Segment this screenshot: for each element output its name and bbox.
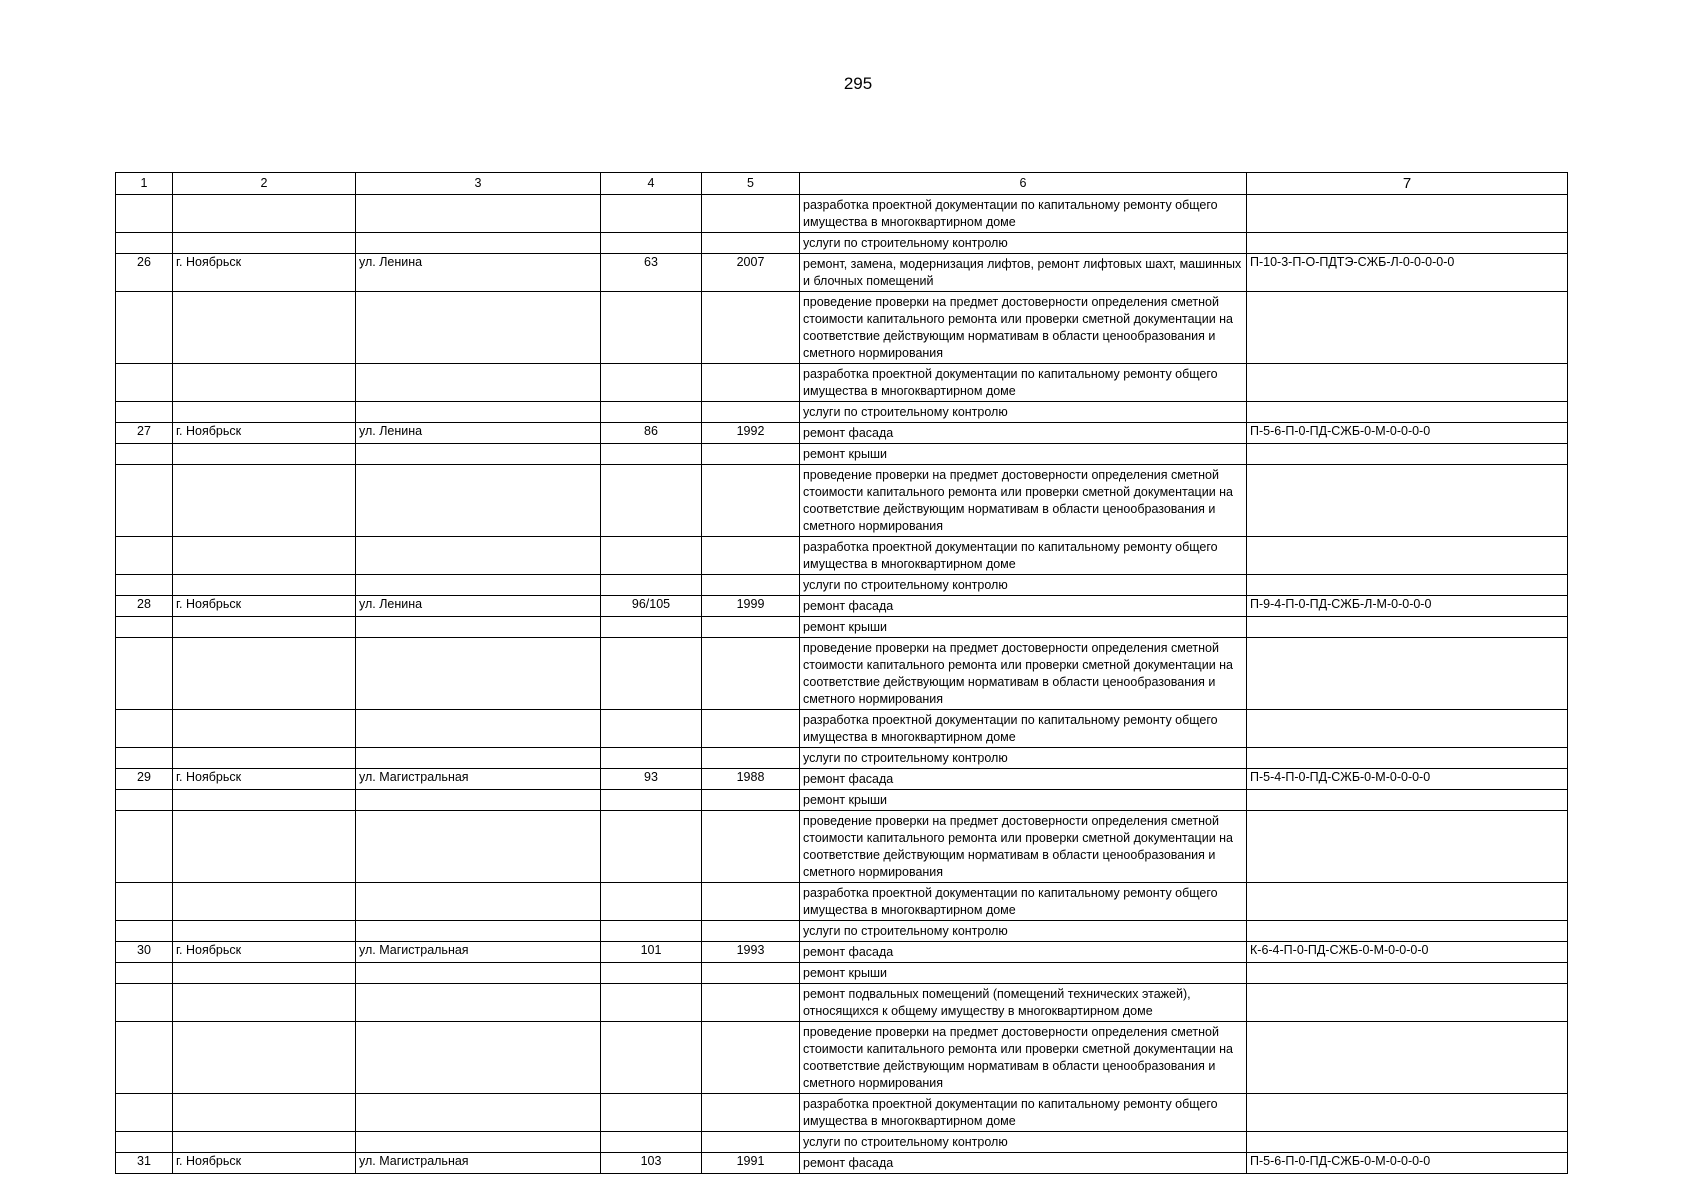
cell-house xyxy=(601,710,702,748)
cell-house xyxy=(601,364,702,402)
cell-number: 29 xyxy=(116,769,173,790)
cell-street xyxy=(356,233,601,254)
cell-year xyxy=(702,984,800,1022)
cell-city xyxy=(173,195,356,233)
cell-number: 31 xyxy=(116,1153,173,1174)
cell-number xyxy=(116,921,173,942)
cell-code: П-5-4-П-0-ПД-СЖБ-0-М-0-0-0-0 xyxy=(1247,769,1568,790)
cell-number xyxy=(116,617,173,638)
cell-house: 101 xyxy=(601,942,702,963)
cell-work-type: проведение проверки на предмет достоверности определения сметной стоимости капитального ремонта или проверки сметной документации на соответствие действующим нормативам в области ценообразования и сметного нормирования xyxy=(800,465,1247,537)
table-row xyxy=(116,575,1568,596)
cell-number xyxy=(116,233,173,254)
cell-work-type: ремонт фасада xyxy=(800,1153,1247,1174)
cell-code xyxy=(1247,963,1568,984)
cell-number xyxy=(116,444,173,465)
table-row xyxy=(116,617,1568,638)
cell-number xyxy=(116,790,173,811)
table-row xyxy=(116,254,1568,292)
table-row xyxy=(116,195,1568,233)
cell-code: К-6-4-П-0-ПД-СЖБ-0-М-0-0-0-0 xyxy=(1247,942,1568,963)
cell-code xyxy=(1247,1094,1568,1132)
cell-year xyxy=(702,748,800,769)
cell-street xyxy=(356,748,601,769)
cell-street: ул. Ленина xyxy=(356,423,601,444)
cell-house xyxy=(601,921,702,942)
table-row xyxy=(116,638,1568,710)
cell-house xyxy=(601,963,702,984)
cell-work-type: ремонт крыши xyxy=(800,617,1247,638)
column-header: 2 xyxy=(173,173,356,195)
cell-city xyxy=(173,292,356,364)
cell-year: 1993 xyxy=(702,942,800,963)
cell-street xyxy=(356,617,601,638)
cell-city xyxy=(173,575,356,596)
cell-house xyxy=(601,465,702,537)
table-row xyxy=(116,1022,1568,1094)
cell-work-type: услуги по строительному контролю xyxy=(800,233,1247,254)
cell-house xyxy=(601,1022,702,1094)
cell-code xyxy=(1247,292,1568,364)
cell-year: 1999 xyxy=(702,596,800,617)
cell-street: ул. Ленина xyxy=(356,596,601,617)
cell-street xyxy=(356,883,601,921)
cell-work-type: услуги по строительному контролю xyxy=(800,402,1247,423)
cell-number xyxy=(116,748,173,769)
cell-work-type: ремонт крыши xyxy=(800,790,1247,811)
table-row xyxy=(116,1153,1568,1174)
cell-number xyxy=(116,811,173,883)
cell-street xyxy=(356,811,601,883)
cell-code xyxy=(1247,1022,1568,1094)
cell-house xyxy=(601,537,702,575)
cell-work-type: ремонт подвальных помещений (помещений технических этажей), относящихся к общему имуществу в многоквартирном доме xyxy=(800,984,1247,1022)
cell-city xyxy=(173,984,356,1022)
cell-work-type: услуги по строительному контролю xyxy=(800,1132,1247,1153)
cell-city xyxy=(173,1094,356,1132)
cell-city xyxy=(173,1022,356,1094)
cell-house xyxy=(601,195,702,233)
cell-city: г. Ноябрьск xyxy=(173,596,356,617)
cell-code xyxy=(1247,790,1568,811)
cell-work-type: разработка проектной документации по капитальному ремонту общего имущества в многоквартирном доме xyxy=(800,364,1247,402)
cell-city xyxy=(173,710,356,748)
cell-street: ул. Магистральная xyxy=(356,942,601,963)
cell-city xyxy=(173,617,356,638)
cell-work-type: проведение проверки на предмет достоверности определения сметной стоимости капитального ремонта или проверки сметной документации на соответствие действующим нормативам в области ценообразования и сметного нормирования xyxy=(800,1022,1247,1094)
cell-street xyxy=(356,195,601,233)
cell-work-type: проведение проверки на предмет достоверности определения сметной стоимости капитального ремонта или проверки сметной документации на соответствие действующим нормативам в области ценообразования и сметного нормирования xyxy=(800,638,1247,710)
cell-city: г. Ноябрьск xyxy=(173,769,356,790)
cell-house xyxy=(601,575,702,596)
cell-number: 27 xyxy=(116,423,173,444)
cell-code xyxy=(1247,465,1568,537)
cell-street xyxy=(356,710,601,748)
cell-street xyxy=(356,537,601,575)
column-header: 6 xyxy=(800,173,1247,195)
cell-city xyxy=(173,465,356,537)
cell-work-type: услуги по строительному контролю xyxy=(800,575,1247,596)
table-row xyxy=(116,710,1568,748)
cell-year xyxy=(702,364,800,402)
cell-year xyxy=(702,710,800,748)
cell-number xyxy=(116,195,173,233)
cell-work-type: ремонт фасада xyxy=(800,769,1247,790)
table-row xyxy=(116,921,1568,942)
table-row xyxy=(116,1094,1568,1132)
column-header: 7 xyxy=(1247,173,1568,195)
cell-code xyxy=(1247,921,1568,942)
cell-year xyxy=(702,1022,800,1094)
cell-street xyxy=(356,444,601,465)
cell-house xyxy=(601,402,702,423)
cell-number xyxy=(116,1094,173,1132)
cell-street xyxy=(356,292,601,364)
cell-code xyxy=(1247,195,1568,233)
cell-year xyxy=(702,465,800,537)
cell-work-type: услуги по строительному контролю xyxy=(800,748,1247,769)
cell-year xyxy=(702,537,800,575)
cell-street xyxy=(356,963,601,984)
cell-code xyxy=(1247,402,1568,423)
column-header: 1 xyxy=(116,173,173,195)
cell-number: 28 xyxy=(116,596,173,617)
cell-code xyxy=(1247,984,1568,1022)
cell-code xyxy=(1247,575,1568,596)
cell-city xyxy=(173,233,356,254)
cell-work-type: разработка проектной документации по капитальному ремонту общего имущества в многоквартирном доме xyxy=(800,537,1247,575)
cell-house: 96/105 xyxy=(601,596,702,617)
table-row xyxy=(116,596,1568,617)
cell-city xyxy=(173,537,356,575)
table-row xyxy=(116,292,1568,364)
cell-number xyxy=(116,1022,173,1094)
table-row xyxy=(116,465,1568,537)
cell-year: 2007 xyxy=(702,254,800,292)
cell-code xyxy=(1247,748,1568,769)
cell-street: ул. Магистральная xyxy=(356,1153,601,1174)
cell-work-type: проведение проверки на предмет достоверности определения сметной стоимости капитального ремонта или проверки сметной документации на соответствие действующим нормативам в области ценообразования и сметного нормирования xyxy=(800,292,1247,364)
cell-city xyxy=(173,963,356,984)
cell-code xyxy=(1247,444,1568,465)
cell-house xyxy=(601,233,702,254)
cell-number xyxy=(116,984,173,1022)
table-row xyxy=(116,883,1568,921)
cell-work-type: ремонт крыши xyxy=(800,444,1247,465)
cell-code xyxy=(1247,617,1568,638)
cell-code xyxy=(1247,537,1568,575)
cell-year xyxy=(702,402,800,423)
cell-code: П-9-4-П-0-ПД-СЖБ-Л-М-0-0-0-0 xyxy=(1247,596,1568,617)
cell-year xyxy=(702,883,800,921)
cell-work-type: ремонт фасада xyxy=(800,596,1247,617)
cell-work-type: услуги по строительному контролю xyxy=(800,921,1247,942)
cell-city xyxy=(173,790,356,811)
cell-work-type: разработка проектной документации по капитальному ремонту общего имущества в многоквартирном доме xyxy=(800,710,1247,748)
cell-city xyxy=(173,364,356,402)
cell-year: 1991 xyxy=(702,1153,800,1174)
cell-code: П-10-3-П-О-ПДТЭ-СЖБ-Л-0-0-0-0-0 xyxy=(1247,254,1568,292)
cell-house xyxy=(601,984,702,1022)
cell-year xyxy=(702,292,800,364)
table-row xyxy=(116,984,1568,1022)
cell-number xyxy=(116,364,173,402)
cell-city: г. Ноябрьск xyxy=(173,423,356,444)
cell-year xyxy=(702,617,800,638)
cell-city: г. Ноябрьск xyxy=(173,254,356,292)
cell-street xyxy=(356,921,601,942)
cell-house: 93 xyxy=(601,769,702,790)
cell-house xyxy=(601,811,702,883)
cell-house xyxy=(601,617,702,638)
cell-code: П-5-6-П-0-ПД-СЖБ-0-М-0-0-0-0 xyxy=(1247,423,1568,444)
repair-schedule-table xyxy=(115,172,1568,1174)
cell-year xyxy=(702,1094,800,1132)
cell-street xyxy=(356,1094,601,1132)
cell-number: 26 xyxy=(116,254,173,292)
cell-house: 63 xyxy=(601,254,702,292)
cell-code: П-5-6-П-0-ПД-СЖБ-0-М-0-0-0-0 xyxy=(1247,1153,1568,1174)
cell-house xyxy=(601,748,702,769)
cell-work-type: ремонт, замена, модернизация лифтов, ремонт лифтовых шахт, машинных и блочных помещений xyxy=(800,254,1247,292)
cell-number xyxy=(116,575,173,596)
page-number: 295 xyxy=(843,74,873,93)
table-body xyxy=(116,195,1568,1174)
cell-house xyxy=(601,883,702,921)
cell-number xyxy=(116,292,173,364)
cell-number: 30 xyxy=(116,942,173,963)
cell-house: 86 xyxy=(601,423,702,444)
cell-city xyxy=(173,402,356,423)
column-header: 3 xyxy=(356,173,601,195)
cell-work-type: разработка проектной документации по капитальному ремонту общего имущества в многоквартирном доме xyxy=(800,195,1247,233)
cell-year xyxy=(702,790,800,811)
cell-number xyxy=(116,710,173,748)
cell-city: г. Ноябрьск xyxy=(173,1153,356,1174)
table-row xyxy=(116,748,1568,769)
cell-code xyxy=(1247,638,1568,710)
cell-street xyxy=(356,1132,601,1153)
cell-street: ул. Магистральная xyxy=(356,769,601,790)
table-row xyxy=(116,769,1568,790)
table-row xyxy=(116,233,1568,254)
cell-code xyxy=(1247,883,1568,921)
table-row xyxy=(116,364,1568,402)
cell-year xyxy=(702,233,800,254)
table-row xyxy=(116,790,1568,811)
cell-year xyxy=(702,575,800,596)
cell-year xyxy=(702,195,800,233)
cell-code xyxy=(1247,364,1568,402)
cell-house xyxy=(601,638,702,710)
cell-house xyxy=(601,292,702,364)
table-row xyxy=(116,942,1568,963)
cell-house xyxy=(601,444,702,465)
table-row xyxy=(116,444,1568,465)
cell-house: 103 xyxy=(601,1153,702,1174)
table-row xyxy=(116,963,1568,984)
cell-street xyxy=(356,575,601,596)
cell-street xyxy=(356,364,601,402)
cell-city xyxy=(173,748,356,769)
cell-year xyxy=(702,921,800,942)
cell-work-type: разработка проектной документации по капитальному ремонту общего имущества в многоквартирном доме xyxy=(800,883,1247,921)
cell-code xyxy=(1247,811,1568,883)
cell-house xyxy=(601,1132,702,1153)
cell-number xyxy=(116,537,173,575)
cell-code xyxy=(1247,710,1568,748)
cell-city xyxy=(173,444,356,465)
cell-city xyxy=(173,1132,356,1153)
cell-street xyxy=(356,984,601,1022)
cell-number xyxy=(116,638,173,710)
cell-code xyxy=(1247,1132,1568,1153)
table-row xyxy=(116,811,1568,883)
cell-house xyxy=(601,790,702,811)
cell-house xyxy=(601,1094,702,1132)
header-row xyxy=(116,173,1568,195)
cell-city xyxy=(173,638,356,710)
cell-street xyxy=(356,790,601,811)
column-header: 4 xyxy=(601,173,702,195)
table-row xyxy=(116,402,1568,423)
cell-work-type: ремонт фасада xyxy=(800,423,1247,444)
cell-number xyxy=(116,963,173,984)
cell-year xyxy=(702,638,800,710)
cell-street xyxy=(356,638,601,710)
table-row xyxy=(116,537,1568,575)
cell-year: 1992 xyxy=(702,423,800,444)
cell-city xyxy=(173,883,356,921)
cell-year xyxy=(702,1132,800,1153)
cell-number xyxy=(116,465,173,537)
cell-street xyxy=(356,465,601,537)
cell-work-type: ремонт фасада xyxy=(800,942,1247,963)
cell-city xyxy=(173,811,356,883)
cell-year xyxy=(702,444,800,465)
cell-street xyxy=(356,1022,601,1094)
cell-number xyxy=(116,1132,173,1153)
cell-city xyxy=(173,921,356,942)
cell-work-type: ремонт крыши xyxy=(800,963,1247,984)
cell-city: г. Ноябрьск xyxy=(173,942,356,963)
table-row xyxy=(116,423,1568,444)
cell-street: ул. Ленина xyxy=(356,254,601,292)
table-row xyxy=(116,1132,1568,1153)
cell-number xyxy=(116,402,173,423)
cell-work-type: разработка проектной документации по капитальному ремонту общего имущества в многоквартирном доме xyxy=(800,1094,1247,1132)
cell-work-type: проведение проверки на предмет достоверности определения сметной стоимости капитального ремонта или проверки сметной документации на соответствие действующим нормативам в области ценообразования и сметного нормирования xyxy=(800,811,1247,883)
cell-year xyxy=(702,963,800,984)
cell-number xyxy=(116,883,173,921)
cell-code xyxy=(1247,233,1568,254)
column-header: 5 xyxy=(702,173,800,195)
cell-street xyxy=(356,402,601,423)
cell-year: 1988 xyxy=(702,769,800,790)
cell-year xyxy=(702,811,800,883)
